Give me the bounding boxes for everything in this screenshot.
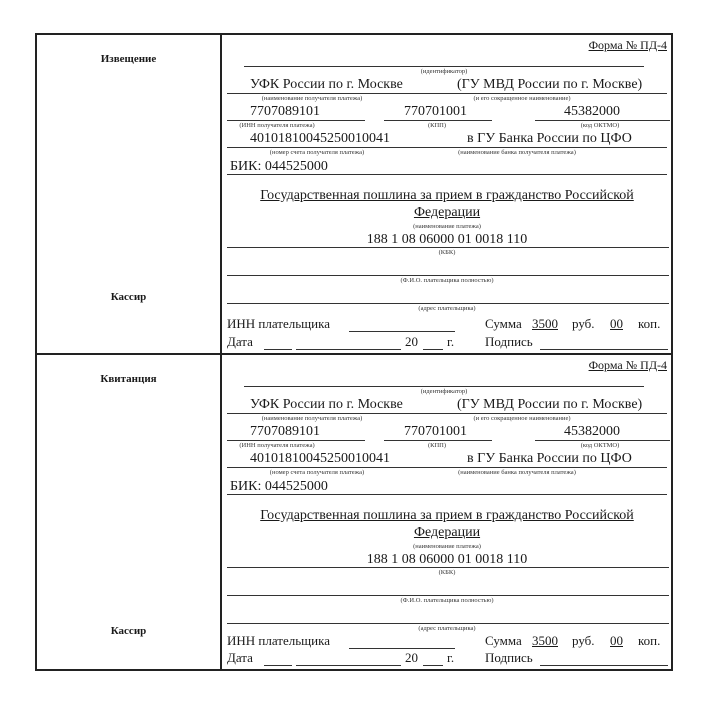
recipient-oktmo: 45382000: [564, 424, 620, 439]
account-line: [227, 467, 667, 468]
payment-name-line2: Федерации: [413, 205, 481, 220]
sum-rubles[interactable]: 3500: [532, 316, 558, 331]
payer-inn-label: ИНН плательщика: [227, 633, 331, 648]
recipient-name-caption: (наименование получателя платежа): [261, 415, 363, 422]
recipient-short-name: (ГУ МВД России по г. Москве): [457, 397, 643, 412]
sum-label: Сумма: [485, 633, 522, 648]
receipt-left-column: [37, 355, 222, 669]
oktmo-caption: (код ОКТМО): [580, 122, 620, 129]
inn-caption: (ИНН получателя платежа): [239, 442, 315, 449]
kbk-caption: (КБК): [438, 249, 456, 256]
identifier-caption: (идентификатор): [420, 68, 468, 75]
payment-name-line1: Государственная пошлина за прием в гражданство Российской: [260, 508, 634, 523]
payer-address-caption: (адрес плательщика): [418, 625, 476, 632]
signature-label: Подпись: [485, 334, 533, 349]
inn-line: [227, 440, 365, 441]
identifier-caption: (идентификатор): [420, 388, 468, 395]
kbk-caption: (КБК): [438, 569, 456, 576]
oktmo-caption: (код ОКТМО): [580, 442, 620, 449]
recipient-name-caption: (наименование получателя платежа): [261, 95, 363, 102]
recipient-kpp: 770701001: [404, 424, 467, 439]
recipient-line: [227, 93, 667, 94]
bank-caption: (наименование банка получателя платежа): [458, 149, 576, 156]
signature-field[interactable]: [540, 349, 668, 350]
payment-form-pd4: [35, 33, 673, 671]
kpp-line: [384, 440, 492, 441]
kop-label: коп.: [638, 316, 661, 331]
payer-name-line[interactable]: [227, 275, 669, 276]
recipient-short-caption: (и его сокращенное наименование): [473, 95, 571, 102]
date-year-field[interactable]: [423, 349, 443, 350]
recipient-short-caption: (и его сокращенное наименование): [473, 415, 571, 422]
payer-inn-field[interactable]: [349, 331, 455, 332]
notice-title: Извещение: [100, 53, 157, 65]
date-month-field[interactable]: [296, 665, 401, 666]
sum-label: Сумма: [485, 316, 522, 331]
year-suffix: г.: [447, 334, 455, 349]
recipient-bank: в ГУ Банка России по ЦФО: [467, 131, 632, 146]
kpp-caption: (КПП): [427, 442, 447, 449]
rub-label: руб.: [572, 633, 595, 648]
payer-inn-label: ИНН плательщика: [227, 316, 331, 331]
form-number: Форма № ПД-4: [588, 38, 667, 52]
date-month-field[interactable]: [296, 349, 401, 350]
account-line: [227, 147, 667, 148]
oktmo-line: [535, 440, 670, 441]
sum-rubles[interactable]: 3500: [532, 633, 558, 648]
sum-kopecks[interactable]: 00: [610, 633, 623, 648]
recipient-name: УФК России по г. Москве: [250, 77, 403, 92]
year-suffix: г.: [447, 650, 455, 665]
kpp-line: [384, 120, 492, 121]
receipt-section: [37, 355, 671, 669]
receipt-title: Квитанция: [100, 373, 157, 385]
recipient-inn: 7707089101: [250, 424, 320, 439]
payer-address-line[interactable]: [227, 303, 669, 304]
sum-kopecks[interactable]: 00: [610, 316, 623, 331]
inn-line: [227, 120, 365, 121]
date-day-field[interactable]: [264, 665, 292, 666]
notice-left-column: [37, 35, 222, 353]
signature-field[interactable]: [540, 665, 668, 666]
date-label: Дата: [227, 650, 253, 665]
year-prefix: 20: [405, 334, 418, 349]
kop-label: коп.: [638, 633, 661, 648]
payment-name-line2: Федерации: [413, 525, 481, 540]
payer-address-line[interactable]: [227, 623, 669, 624]
kbk-code: 188 1 08 06000 01 0018 110: [366, 232, 528, 247]
kbk-code: 188 1 08 06000 01 0018 110: [366, 552, 528, 567]
notice-details: [222, 35, 671, 353]
bank-caption: (наименование банка получателя платежа): [458, 469, 576, 476]
date-year-field[interactable]: [423, 665, 443, 666]
payment-name-caption: (наименование платежа): [413, 223, 481, 230]
recipient-short-name: (ГУ МВД России по г. Москве): [457, 77, 643, 92]
payer-name-line[interactable]: [227, 595, 669, 596]
recipient-oktmo: 45382000: [564, 104, 620, 119]
bank-bik: БИК: 044525000: [230, 159, 328, 174]
identifier-line: [244, 66, 644, 67]
payer-name-caption: (Ф.И.О. плательщика полностью): [400, 597, 494, 604]
account-caption: (номер счета получателя платежа): [269, 149, 365, 156]
bank-bik: БИК: 044525000: [230, 479, 328, 494]
date-label: Дата: [227, 334, 253, 349]
payer-address-caption: (адрес плательщика): [418, 305, 476, 312]
account-caption: (номер счета получателя платежа): [269, 469, 365, 476]
recipient-kpp: 770701001: [404, 104, 467, 119]
notice-section: [37, 35, 671, 355]
payer-inn-field[interactable]: [349, 648, 455, 649]
rub-label: руб.: [572, 316, 595, 331]
oktmo-line: [535, 120, 670, 121]
form-number: Форма № ПД-4: [588, 358, 667, 372]
recipient-account: 40101810045250010041: [250, 451, 390, 466]
year-prefix: 20: [405, 650, 418, 665]
recipient-name: УФК России по г. Москве: [250, 397, 403, 412]
cashier-label: Кассир: [110, 625, 147, 637]
recipient-line: [227, 413, 667, 414]
signature-label: Подпись: [485, 650, 533, 665]
date-day-field[interactable]: [264, 349, 292, 350]
identifier-line: [244, 386, 644, 387]
payment-name-line1: Государственная пошлина за прием в гражданство Российской: [260, 188, 634, 203]
cashier-label: Кассир: [110, 291, 147, 303]
recipient-bank: в ГУ Банка России по ЦФО: [467, 451, 632, 466]
payer-name-caption: (Ф.И.О. плательщика полностью): [400, 277, 494, 284]
recipient-account: 40101810045250010041: [250, 131, 390, 146]
inn-caption: (ИНН получателя платежа): [239, 122, 315, 129]
receipt-details: [222, 355, 671, 669]
recipient-inn: 7707089101: [250, 104, 320, 119]
payment-name-caption: (наименование платежа): [413, 543, 481, 550]
kpp-caption: (КПП): [427, 122, 447, 129]
